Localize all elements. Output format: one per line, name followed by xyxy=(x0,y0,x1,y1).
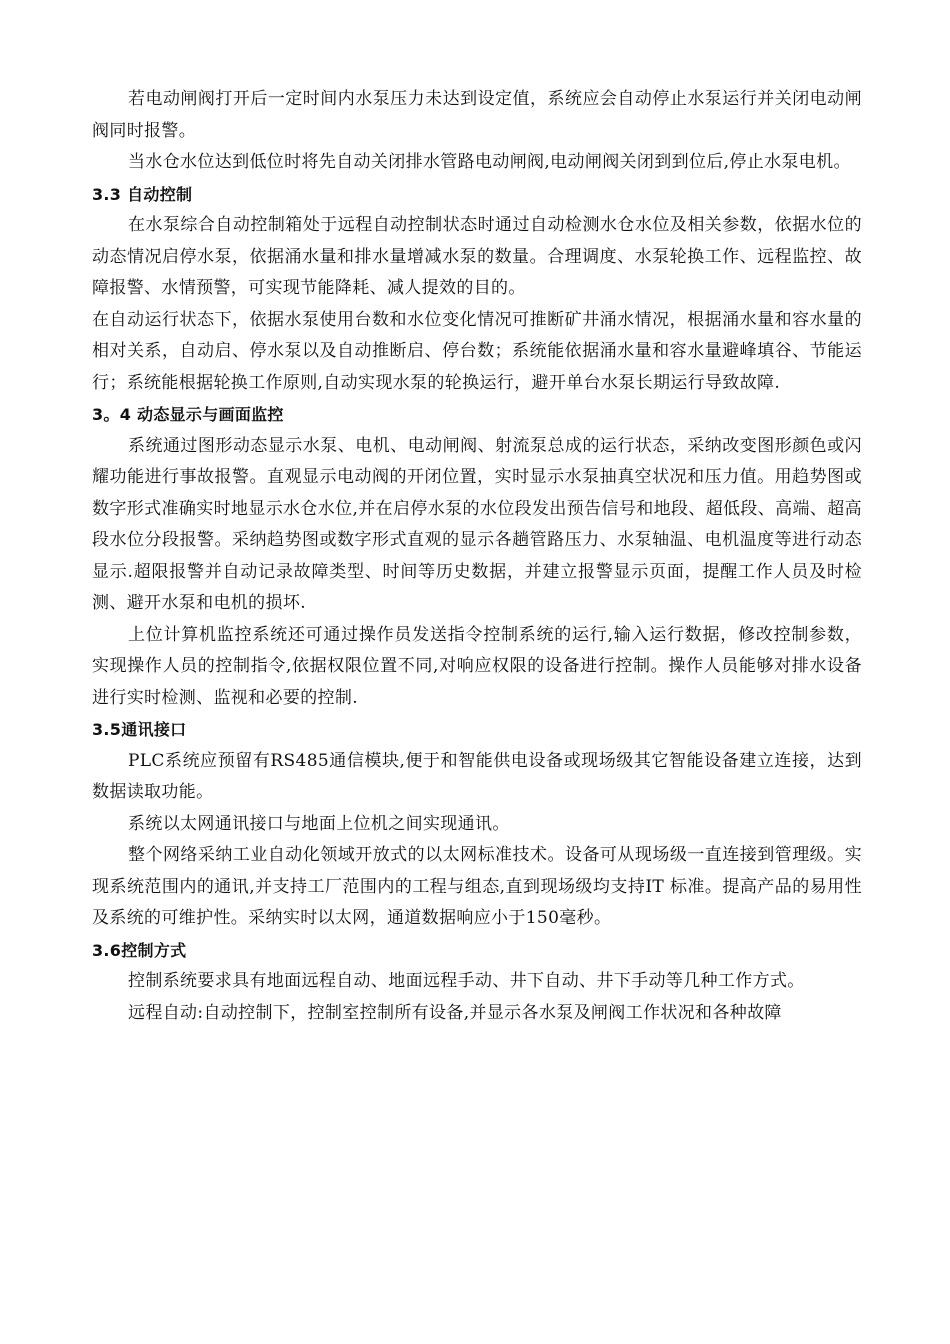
paragraph-graphic-display: 系统通过图形动态显示水泵、电机、电动闸阀、射流泵总成的运行状态，采纳改变图形颜色或闪耀功能进行事故报警。直观显示电动阀的开闭位置，实时显示水泵抽真空状况和压力值。用趋势图或数字形式准确实时地显示水仓水位,并在启停水泵的水位段发出预告信号和地段、超低段、高端、超高段水位分段报警。采纳趋势图或数字形式直观的显示各趟管路压力、水泵轴温、电机温度等进行动态显示.超限报警并自动记录故障类型、时间等历史数据，并建立报警显示页面，提醒工作人员及时检测、避开水泵和电机的损坏. xyxy=(92,435,862,613)
paragraph-host-computer-monitoring: 上位计算机监控系统还可通过操作员发送指令控制系统的运行,输入运行数据，修改控制参数，实现操作人员的控制指令,依据权限位置不同,对响应权限的设备进行控制。操作人员能够对排水设备进行实时检测、监视和必要的控制. xyxy=(92,624,862,708)
heading-3-6-control-mode: 3.6控制方式 xyxy=(92,940,187,960)
document-page xyxy=(92,84,862,1029)
heading-3-3-auto-control: 3.3 自动控制 xyxy=(92,184,193,204)
paragraph-network-standard: 整个网络采纳工业自动化领域开放式的以太网标准技术。设备可从现场级一直连接到管理级。实现系统范围内的通讯,并支持工厂范围内的工程与组态,直到现场级均支持IT 标准。提高产品的易用性及系统的可维护性。采纳实时以太网，通道数据响应小于150毫秒。 xyxy=(92,845,862,928)
paragraph-remote-auto: 远程自动:自动控制下，控制室控制所有设备,并显示各水泵及闸阀工作状况和各种故障 xyxy=(128,1002,782,1023)
paragraph-ethernet-interface: 系统以太网通讯接口与地面上位机之间实现通讯。 xyxy=(128,813,510,834)
paragraph-remote-auto-control: 在水泵综合自动控制箱处于远程自动控制状态时通过自动检测水仓水位及相关参数，依据水位的动态情况启停水泵，依据涌水量和排水量增减水泵的数量。合理调度、水泵轮换工作、远程监控、故障报警、水情预警，可实现节能降耗、减人提效的目的。 xyxy=(92,215,862,298)
heading-3-5-communication: 3.5通讯接口 xyxy=(92,720,187,739)
paragraph-auto-run-state: 在自动运行状态下，依据水泵使用台数和水位变化情况可推断矿井涌水情况，根据涌水量和容水量的相对关系，自动启、停水泵以及自动推断启、停台数；系统能依据涌水量和容水量避峰填谷、节能运行；系统能根据轮换工作原则,自动实现水泵的轮换运行，避开单台水泵长期运行导致故障. xyxy=(92,309,862,393)
paragraph-plc-rs485: PLC系统应预留有RS485通信模块,便于和智能供电设备或现场级其它智能设备建立连接，达到数据读取功能。 xyxy=(92,750,862,802)
paragraph-low-water-level: 当水仓水位达到低位时将先自动关闭排水管路电动闸阀,电动闸阀关闭到到位后,停止水泵电机。 xyxy=(128,152,851,172)
paragraph-control-modes: 控制系统要求具有地面远程自动、地面远程手动、井下自动、井下手动等几种工作方式。 xyxy=(128,971,805,991)
heading-3-4-dynamic-display: 3。4 动态显示与画面监控 xyxy=(92,405,284,424)
paragraph-valve-timeout: 若电动闸阀打开后一定时间内水泵压力未达到设定值，系统应会自动停止水泵运行并关闭电动闸阀同时报警。 xyxy=(92,89,862,141)
